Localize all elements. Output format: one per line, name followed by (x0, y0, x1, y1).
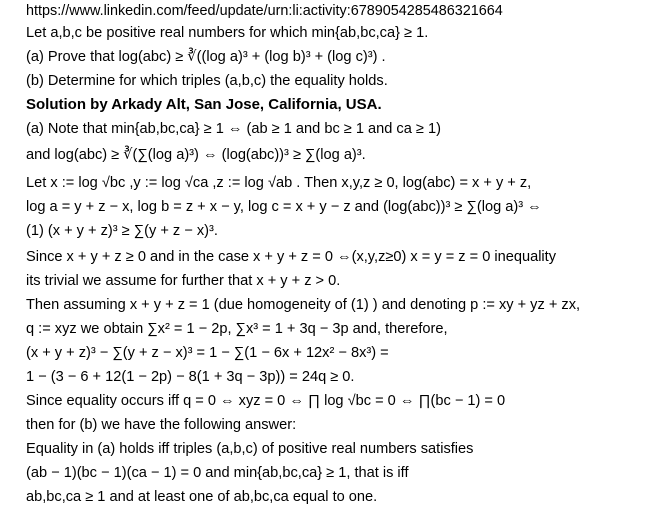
solution-line: log a = y + z − x, log b = z + x − y, log c = x + y − z and (log(abc))³ ≥ ∑(log a)³ ⇔ (26, 199, 542, 215)
answer-line: Equality in (a) holds iff triples (a,b,c) of positive real numbers satisfies (26, 441, 474, 457)
inequality-1: (1) (x + y + z)³ ≥ ∑(y + z − x)³. (26, 223, 218, 239)
solution-line: then for (b) we have the following answer: (26, 417, 297, 433)
solution-line: (a) Note that min{ab,bc,ca} ≥ 1 ⇔ (ab ≥ 1 and bc ≥ 1 and ca ≥ 1) (26, 121, 441, 137)
problem-statement: Let a,b,c be positive real numbers for which min{ab,bc,ca} ≥ 1. (26, 25, 429, 41)
solution-line: (x + y + z)³ − ∑(y + z − x)³ = 1 − ∑(1 − 6x + 12x² − 8x³) = (26, 345, 389, 361)
solution-line: q := xyz we obtain ∑x² = 1 − 2p, ∑x³ = 1 + 3q − 3p and, therefore, (26, 321, 448, 337)
source-url: https://www.linkedin.com/feed/update/urn:li:activity:6789054285486321664 (26, 3, 503, 19)
solution-line: Since equality occurs iff q = 0 ⇔ xyz = 0 ⇔ ∏ log √bc = 0 ⇔ ∏(bc − 1) = 0 (26, 393, 506, 409)
solution-line: its trivial we assume for further that x + y + z > 0. (26, 273, 341, 289)
solution-heading: Solution by Arkady Alt, San Jose, California, USA. (26, 96, 382, 113)
solution-line: and log(abc) ≥ ∛(∑(log a)³) ⇔ (log(abc))³ ≥ ∑(log a)³. (26, 147, 366, 163)
part-a-statement: (a) Prove that log(abc) ≥ ∛((log a)³ + (log b)³ + (log c)³) . (26, 49, 386, 65)
answer-line: ab,bc,ca ≥ 1 and at least one of ab,bc,ca equal to one. (26, 489, 378, 505)
solution-line: 1 − (3 − 6 + 12(1 − 2p) − 8(1 + 3q − 3p)) = 24q ≥ 0. (26, 369, 355, 385)
part-b-statement: (b) Determine for which triples (a,b,c) the equality holds. (26, 73, 388, 89)
solution-line: Then assuming x + y + z = 1 (due homogeneity of (1) ) and denoting p := xy + yz + zx, (26, 297, 581, 313)
solution-line: Let x := log √bc ,y := log √ca ,z := log √ab . Then x,y,z ≥ 0, log(abc) = x + y + z, (26, 175, 532, 191)
answer-line: (ab − 1)(bc − 1)(ca − 1) = 0 and min{ab,bc,ca} ≥ 1, that is iff (26, 465, 409, 481)
solution-line: Since x + y + z ≥ 0 and in the case x + y + z = 0 ⇔(x,y,z≥0) x = y = z = 0 inequality (26, 249, 557, 265)
